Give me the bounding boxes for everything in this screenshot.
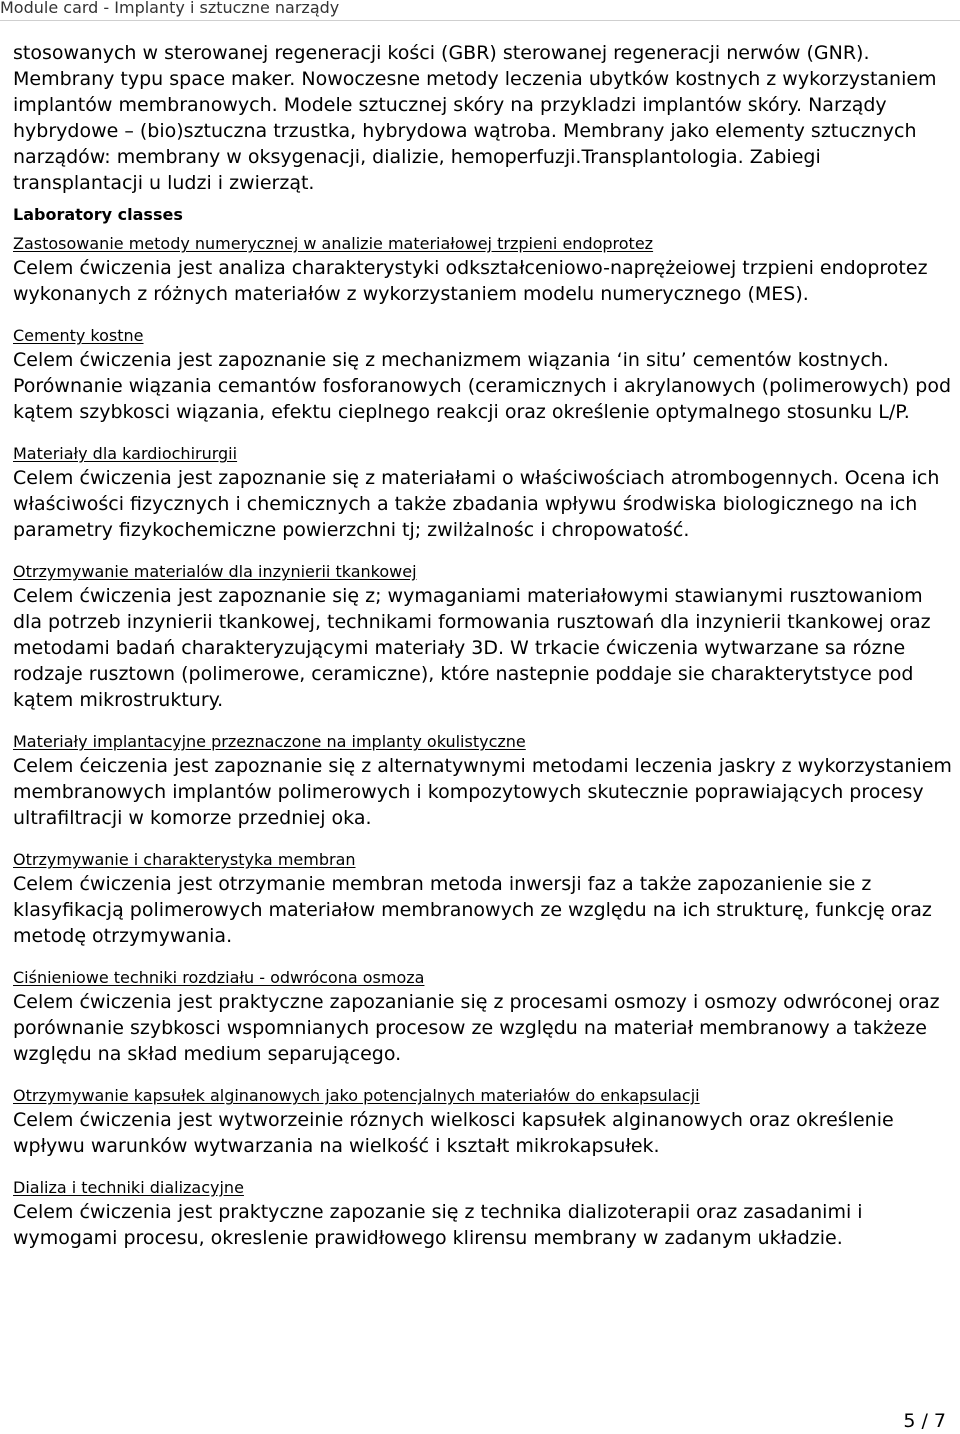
document-header xyxy=(0,0,960,21)
intro-paragraph: stosowanych w sterowanej regeneracji kości (GBR) sterowanej regeneracji nerwów (GNR). Membrany typu space maker. Nowoczesne metody leczenia ubytków kostnych z wykorzystaniem implantów membranowych. Modele sztucznej skóry na przykladzi implantów skóry. Narządy hybrydowe – (bio)sztuczna trzustka, hybrydowa wątroba. Membrany jako elementy sztucznych narządów: membrany w oksygenacji, dializie, hemoperfuzji.Transplantologia. Zabiegi transplantacji u ludzi i zwierząt. xyxy=(13,42,937,194)
lab-item-title: Otrzymywanie kapsułek alginanowych jako potencjalnych materiałów do enkapsulacji xyxy=(13,1086,700,1105)
lab-item-title: Otrzymywanie materialów dla inzynierii tkankowej xyxy=(13,562,417,581)
lab-item xyxy=(13,1178,953,1251)
lab-item-title: Materiały implantacyjne przeznaczone na implanty okulistyczne xyxy=(13,732,526,751)
lab-item-title: Materiały dla kardiochirurgii xyxy=(13,444,238,463)
lab-item xyxy=(13,732,953,831)
lab-item xyxy=(13,1086,953,1159)
lab-item-body: Celem ćwiczenia jest wytworzeinie róznych wielkosci kapsułek alginanowych oraz określenie wpływu warunków wytwarzania na wielkość i kształt mikrokapsułek. xyxy=(13,1109,894,1157)
lab-item-body: Celem ćwiczenia jest praktyczne zapozanie się z technika dializoterapii oraz zasadanimi i wymogami procesu, okreslenie prawidłowego klirensu membrany w zadanym układzie. xyxy=(13,1201,863,1249)
lab-item-body: Celem ćwiczenia jest analiza charakterystyki odkształceniowo-naprężeiowej trzpieni endoprotez wykonanych z różnych materiałów z wykorzystaniem modelu numerycznego (MES). xyxy=(13,257,928,305)
lab-item xyxy=(13,968,953,1067)
lab-item-body: Celem ćwiczenia jest praktyczne zapozanianie się z procesami osmozy i osmozy odwróconej oraz porównanie szybkosci wspomnianych procesow ze względu na materiał membranowy a takżeze względu na skład medium separującego. xyxy=(13,991,940,1065)
page-indicator: 5 / 7 xyxy=(903,1410,946,1432)
lab-item-body: Celem ćwiczenia jest zapoznanie się z materiałami o właściwościach atrombogennych. Ocena ich właściwości fizycznych i chemicznych a także zbadania wpływu środwiska biologicznego na ich parametry fizykochemiczne powierzchni tj; zwilżalnośc i chropowatość. xyxy=(13,467,940,541)
lab-item xyxy=(13,444,953,543)
lab-item-title: Otrzymywanie i charakterystyka membran xyxy=(13,850,356,869)
lab-item-title: Dializa i techniki dializacyjne xyxy=(13,1178,244,1197)
lab-item-body: Celem ćwiczenia jest zapoznanie się z; wymaganiami materiałowymi stawianymi rusztowaniom dla potrzeb inzynierii tkankowej, technikami formowania rusztowań dla inzynierii tkankowej oraz metodami badań charakteryzującymi materiały 3D. W trkacie ćwiczenia wytwarzane sa rózne rodzaje rusztown (polimerowe, ceramiczne), które nastepnie poddaje sie charakterytstyce pod kątem mikrostruktury. xyxy=(13,585,931,711)
page-content xyxy=(13,40,953,1270)
lab-item-title: Zastosowanie metody numerycznej w analizie materiałowej trzpieni endoprotez xyxy=(13,234,654,253)
lab-item-title: Ciśnieniowe techniki rozdziału - odwrócona osmoza xyxy=(13,968,425,987)
section-heading-laboratory: Laboratory classes xyxy=(13,205,183,224)
lab-item xyxy=(13,562,953,713)
lab-item xyxy=(13,850,953,949)
lab-item-title: Cementy kostne xyxy=(13,326,144,345)
lab-item xyxy=(13,234,953,307)
lab-item-body: Celem ćwiczenia jest otrzymanie membran metoda inwersji faz a także zapozanienie sie z klasyfikacją polimerowych materiałow membranowych ze względu na ich strukturę, funkcję oraz metodę otrzymywania. xyxy=(13,873,932,947)
document-title: Module card - Implanty i sztuczne narządy xyxy=(0,0,340,17)
lab-item-body: Celem ćeiczenia jest zapoznanie się z alternatywnymi metodami leczenia jaskry z wykorzystaniem membranowych implantów polimerowych i kompozytowych skutecznie poprawiających procesy ultrafiltracji w komorze przedniej oka. xyxy=(13,755,952,829)
lab-item-body: Celem ćwiczenia jest zapoznanie się z mechanizmem wiązania ‘in situ’ cementów kostnych. Porównanie wiązania cemantów fosforanowych (ceramicznych i akrylanowych (polimerowych) pod kątem szybkosci wiązania, efektu cieplnego reakcji oraz określenie optymalnego stosunku L/P. xyxy=(13,349,952,423)
lab-item xyxy=(13,326,953,425)
